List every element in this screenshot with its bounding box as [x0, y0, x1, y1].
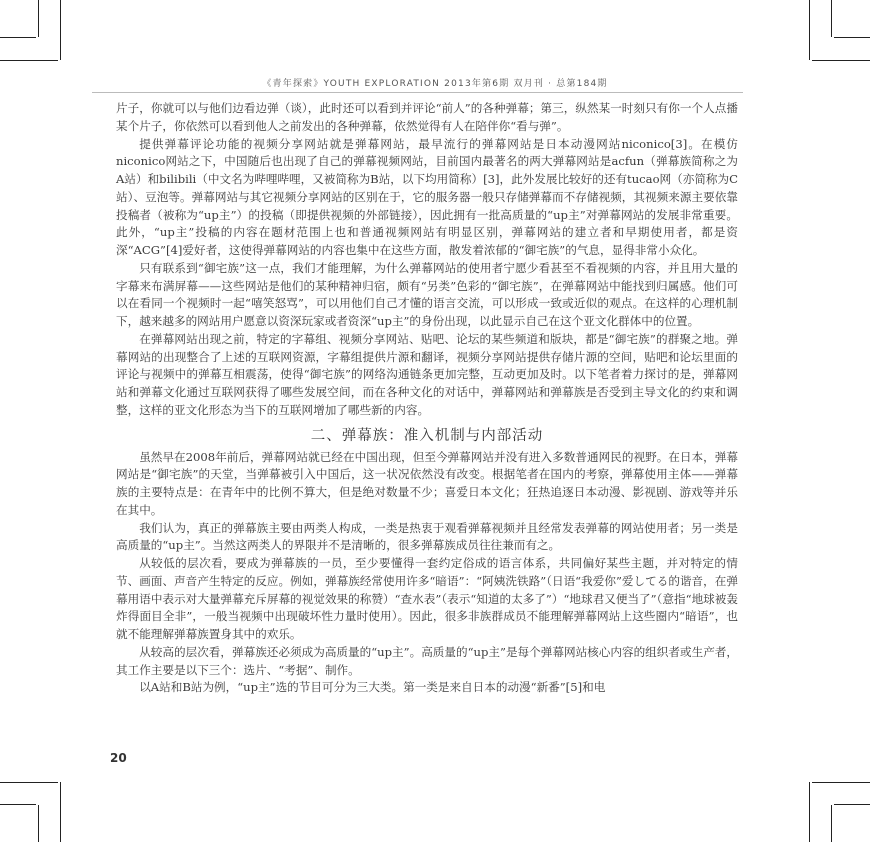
crop-mark-bottom-right-horizontal — [834, 804, 870, 805]
paragraph-3: 只有联系到“御宅族”这一点，我们才能理解，为什么弹幕网站的使用者宁愿少看甚至不看视频的内容，并且用大量的字幕来布满屏幕——这些网站是他们的某种精神归宿，颇有“另类”色彩的“御宅族”，在弹幕网站中能找到归属感。他们可以在看同一个视频时一起“嘻笑怒骂”，可以用他们自己才懂的语言交流，可以形成一致或近似的观点。在这样的心理机制下，越来越多的网站用户愿意以资深玩家或者资深“up主”的身份出现，以此显示自己在这个亚文化群体中的位置。 — [116, 260, 738, 328]
crop-mark-bottom-left-vertical — [38, 805, 39, 842]
paragraph-9: 以A站和B站为例，“up主”选的节目可分为三大类。第一类是来自日本的动漫“新番”[5]和电 — [139, 680, 606, 695]
paragraph-6: 我们认为，真正的弹幕族主要由两类人构成，一类是热衷于观看弹幕视频并且经常发表弹幕的网站使用者；另一类是高质量的“up主”。当然这两类人的界限并不是清晰的，很多弹幕族成员往往兼而有之。 — [116, 520, 738, 553]
running-head: 《青年探索》YOUTH EXPLORATION 2013年第6期 双月刊 · 总第184期 — [262, 79, 608, 89]
paragraph-1: 片子，你就可以与他们边看边弹（谈），此时还可以看到并评论“前人”的各种弹幕；第三，纵然某一时刻只有你一个人点播某个片子，你依然可以看到他人之前发出的各种弹幕，依然觉得有人在陪伴你“看与弹”。 — [116, 101, 738, 133]
header-rule — [92, 92, 743, 93]
crop-mark-top-left-vertical — [38, 0, 39, 37]
crop-mark-top-right-inner — [809, 0, 810, 60]
paragraph-2: 提供弹幕评论功能的视频分享网站就是弹幕网站，最早流行的弹幕网站是日本动漫网站niconico[3]。在模仿niconico网站之下，中国随后也出现了自己的弹幕视频网站，目前国内最著名的两大弹幕网站是acfun（弹幕族简称之为A站）和bilibili（中文名为哔哩哔哩，又被简称为B站，以下均用简称）[3]，此外发展比较好的还有tucao网（亦简称为C站）、豆泡等。弹幕网站与其它视频分享网站的区别在于，它的服务器一般只存储弹幕而不存储视频，其视频来源主要依靠投稿者（被称为“up主”）的投稿（即提供视频的外部链接），因此拥有一批高质量的“up主”对弹幕网站的发展非常重要。此外，“up主”投稿的内容在题材范围上也和普通视频网站有明显区别，弹幕网站的建立者和早期使用者，都是资深“ACG”[4]爱好者，这使得弹幕网站的内容也集中在这些方面，散发着浓郁的“御宅族”的气息，显得非常小众化。 — [116, 136, 738, 257]
crop-mark-top-left-horizontal — [0, 37, 36, 38]
crop-mark-top-right-vertical — [831, 0, 832, 37]
crop-mark-top-right-horizontal — [834, 37, 870, 38]
crop-mark-top-right-inner-h — [812, 60, 870, 61]
article-body — [116, 100, 738, 697]
paragraph-8: 从较高的层次看，弹幕族还必须成为高质量的“up主”。高质量的“up主”是每个弹幕网站核心内容的组织者或生产者，其工作主要是以下三个：选片、“考据”、制作。 — [116, 644, 738, 677]
crop-mark-bottom-right-vertical — [831, 805, 832, 842]
crop-mark-bottom-left-inner — [60, 782, 61, 842]
crop-mark-top-left-inner-h — [0, 60, 58, 61]
paragraph-4: 在弹幕网站出现之前，特定的字幕组、视频分享网站、贴吧、论坛的某些频道和版块，都是“御宅族”的群聚之地。弹幕网站的出现整合了上述的互联网资源，字幕组提供片源和翻译，视频分享网站提供存储片源的空间，贴吧和论坛里面的评论与视频中的弹幕互相震荡，使得“御宅族”的网络沟通链条更加完整，互动更加及时。以下笔者着力探讨的是，弹幕网站和弹幕文化通过互联网获得了哪些发展空间，而在各种文化的对话中，弹幕网站和弹幕族是否受到主导文化的约束和调整，这样的亚文化形态为当下的互联网增加了哪些新的内容。 — [116, 331, 738, 417]
crop-mark-top-left-inner — [60, 0, 61, 60]
page-number: 20 — [110, 751, 127, 765]
crop-mark-bottom-left-inner-h — [0, 782, 58, 783]
crop-mark-bottom-left-horizontal — [0, 804, 36, 805]
paragraph-5: 虽然早在2008年前后，弹幕网站就已经在中国出现，但至今弹幕网站并没有进入多数普通网民的视野。在日本，弹幕网站是“御宅族”的天堂，当弹幕被引入中国后，这一状况依然没有改变。根据笔者在国内的考察，弹幕使用主体——弹幕族的主要特点是：在青年中的比例不算大，但是绝对数量不少；喜爱日本文化；狂热追逐日本动漫、影视剧、游戏等并乐在其中。 — [116, 449, 738, 517]
section-heading: 二、弹幕族：准入机制与内部活动 — [310, 427, 544, 444]
paragraph-7: 从较低的层次看，要成为弹幕族的一员，至少要懂得一套约定俗成的语言体系，共同偏好某些主题，并对特定的情节、画面、声音产生特定的反应。例如，弹幕族经常使用许多“暗语”：“阿姨洗铁路”（日语“我爱你”爱してる的谐音，在弹幕用语中表示对大量弹幕充斥屏幕的视觉效果的称赞）“查水表”（表示“知道的太多了”）“地球君又便当了”（意指“地球被轰炸得面目全非”，一般当视频中出现破坏性力量时使用）。因此，很多非族群成员不能理解弹幕网站上这些圈内“暗语”，也就不能理解弹幕族置身其中的欢乐。 — [116, 556, 738, 641]
crop-mark-bottom-right-inner-h — [812, 782, 870, 783]
crop-mark-bottom-right-inner — [809, 782, 810, 842]
